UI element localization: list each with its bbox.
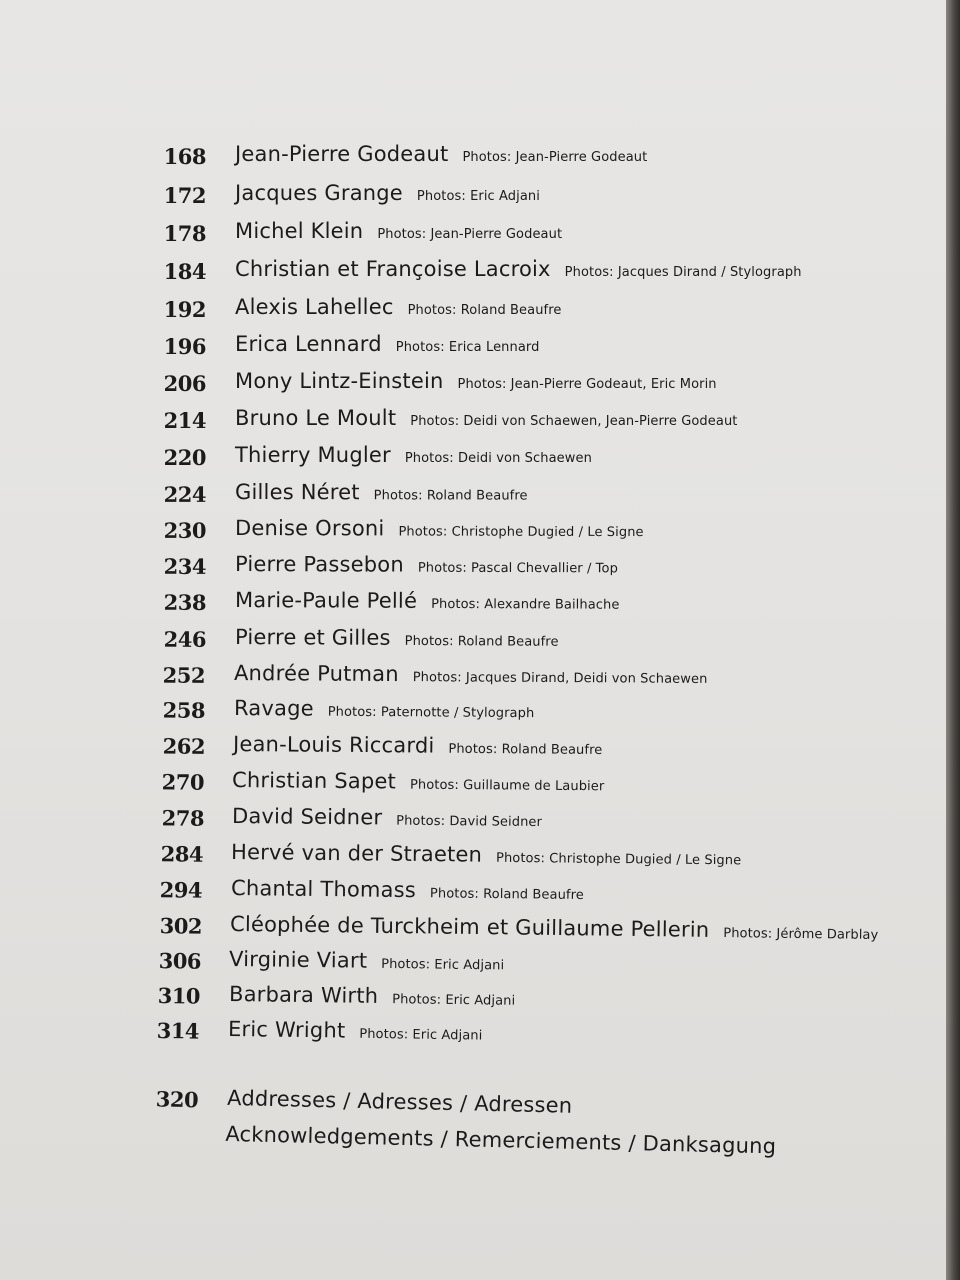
toc-entry: [0, 332, 948, 364]
toc-entry: [0, 369, 948, 401]
toc-entry: [0, 406, 948, 438]
page-number: 262: [162, 733, 206, 759]
photo-credit: Photos: Pascal Chevallier / Top: [417, 560, 618, 577]
page-edge-shadow: [946, 0, 960, 1280]
page-number: 178: [163, 221, 206, 246]
photo-credit: Photos: Jacques Dirand / Stylograph: [564, 265, 802, 280]
toc-entry: [0, 295, 948, 327]
photo-credit: Photos: Jérôme Darblay: [723, 926, 879, 943]
photo-credit: Photos: Eric Adjani: [359, 1026, 483, 1044]
entry-name: Cléophée de Turckheim et Guillaume Pellerin: [229, 912, 710, 942]
photo-credit: Photos: Jean-Pierre Godeaut, Eric Morin: [457, 377, 717, 392]
entry-title: [230, 912, 879, 944]
entry-name: Jean-Louis Riccardi: [232, 732, 435, 758]
photo-credit: Photos: Eric Adjani: [392, 992, 516, 1009]
toc-entry: [0, 624, 948, 661]
toc-entry: [0, 257, 948, 289]
page-number: 234: [163, 553, 207, 579]
page-number: 224: [163, 481, 207, 507]
page-number: 168: [163, 144, 206, 169]
toc-entry: [0, 766, 948, 806]
page-number: 238: [163, 589, 207, 615]
entry-name: Thierry Mugler: [235, 443, 391, 467]
toc-entry: [0, 181, 948, 213]
toc-entry: [0, 551, 948, 586]
entry-name: Hervé van der Straeten: [230, 840, 483, 867]
page-number: 320: [155, 1086, 199, 1113]
page-number: 270: [161, 769, 205, 795]
page-number: 294: [159, 877, 203, 903]
entry-name: Jean-Pierre Godeaut: [235, 142, 449, 166]
toc-entry: [0, 515, 948, 549]
page-number: 284: [160, 841, 204, 867]
entry-name: Jacques Grange: [235, 181, 403, 205]
page-number: 302: [159, 913, 203, 939]
photo-credit: Photos: Jean-Pierre Godeaut: [377, 227, 563, 242]
photo-credit: Photos: Jean-Pierre Godeaut: [462, 150, 648, 165]
entry-name: Virginie Viart: [228, 946, 368, 973]
photo-credit: Photos: Alexandre Bailhache: [431, 596, 620, 613]
page-number: 314: [156, 1017, 200, 1044]
entry-title: [235, 625, 559, 651]
entry-title: [235, 219, 562, 243]
photo-credit: Photos: Roland Beaufre: [448, 741, 603, 758]
entry-name: Bruno Le Moult: [235, 406, 397, 430]
photo-credit: Photos: Christophe Dugied / Le Signe: [495, 850, 742, 869]
entry-title: [231, 876, 584, 904]
entry-title: [234, 661, 708, 688]
photo-credit: Photos: Erica Lennard: [395, 340, 540, 355]
entry-title: [235, 332, 539, 356]
entry-title: [235, 552, 618, 577]
entry-title: [235, 142, 647, 166]
entry-name: Barbara Wirth: [228, 981, 379, 1008]
entry-name: Mony Lintz-Einstein: [235, 369, 444, 393]
entry-name: Erica Lennard: [235, 332, 382, 356]
page-number: 192: [163, 297, 206, 322]
entry-title: [235, 588, 620, 614]
entry-title: [229, 982, 516, 1010]
entry-name: Gilles Néret: [234, 480, 360, 505]
photo-credit: Photos: Roland Beaufre: [429, 886, 584, 904]
page-number: 230: [163, 517, 207, 543]
page-number: 172: [163, 183, 206, 208]
toc-entry: [0, 480, 948, 514]
entry-title: [235, 406, 737, 430]
page-number: 310: [157, 983, 201, 1009]
entry-title: [235, 295, 562, 319]
page-number: 252: [162, 662, 206, 688]
entry-title: [232, 804, 542, 831]
entry-title: [235, 443, 592, 467]
entry-title: [233, 732, 603, 759]
page-number: 196: [163, 334, 206, 359]
photo-credit: Photos: Roland Beaufre: [404, 633, 559, 650]
entry-title: [234, 696, 535, 722]
entry-title: [235, 516, 644, 541]
entry-title: [232, 768, 605, 795]
entry-title: [235, 369, 717, 393]
acknowledgements-title: Acknowledgements / Remerciements / Danksagung: [225, 1121, 777, 1159]
entry-name: Marie-Paule Pellé: [234, 588, 418, 613]
page-number: 184: [163, 259, 206, 284]
photo-credit: Photos: Roland Beaufre: [407, 303, 562, 318]
photo-credit: Photos: Roland Beaufre: [373, 488, 528, 504]
entry-name: Eric Wright: [227, 1016, 346, 1043]
toc-entry: [0, 873, 948, 916]
page-number: 306: [158, 948, 202, 974]
entry-title: [231, 840, 741, 869]
entry-name: Denise Orsoni: [234, 516, 385, 541]
toc-entry: [0, 694, 948, 733]
entry-name: Christian et Françoise Lacroix: [235, 257, 551, 281]
toc-entry: [0, 587, 948, 623]
entry-title: [235, 181, 540, 205]
toc-entry: [0, 838, 948, 880]
photo-credit: Photos: Christophe Dugied / Le Signe: [398, 524, 644, 541]
photo-credit: Photos: Eric Adjani: [416, 189, 540, 204]
entry-name: Pierre et Gilles: [234, 625, 391, 650]
entry-name: Ravage: [233, 696, 314, 721]
toc-entry: [0, 443, 948, 475]
addresses-title: Addresses / Adresses / Adressen: [226, 1085, 573, 1118]
entry-name: Michel Klein: [235, 219, 364, 243]
toc-entry: [0, 802, 948, 843]
page-number: 206: [163, 371, 206, 396]
photo-credit: Photos: Jacques Dirand, Deidi von Schaewen: [412, 670, 708, 687]
toc-entry: [0, 142, 948, 174]
entry-name: Alexis Lahellec: [235, 295, 394, 319]
toc-entry: [0, 660, 948, 698]
entry-name: Chantal Thomass: [230, 876, 417, 903]
toc-entry-addresses: [0, 1081, 948, 1192]
photo-credit: Photos: Deidi von Schaewen: [404, 451, 592, 466]
entry-name: Pierre Passebon: [234, 552, 404, 577]
photo-credit: Photos: Deidi von Schaewen, Jean-Pierre Godeaut: [410, 414, 738, 429]
page-number: 214: [163, 408, 206, 433]
photo-credit: Photos: Eric Adjani: [381, 956, 505, 974]
photo-credit: Photos: Paternotte / Stylograph: [327, 704, 535, 722]
photo-credit: Photos: Guillaume de Laubier: [409, 777, 605, 795]
page-number: 246: [163, 626, 207, 652]
photo-credit: Photos: David Seidner: [396, 813, 543, 830]
toc-entry: [0, 730, 948, 769]
page-number: 258: [162, 697, 206, 723]
entry-title: [235, 257, 802, 281]
entry-title: [228, 1017, 483, 1045]
entry-title: [229, 947, 505, 974]
entry-name: Christian Sapet: [231, 768, 397, 794]
entry-name: Andrée Putman: [233, 661, 399, 687]
entry-name: David Seidner: [231, 804, 383, 830]
toc-entry: [0, 219, 948, 251]
entry-title: [235, 480, 528, 505]
page-number: 278: [161, 805, 205, 831]
page-number: 220: [163, 445, 206, 470]
